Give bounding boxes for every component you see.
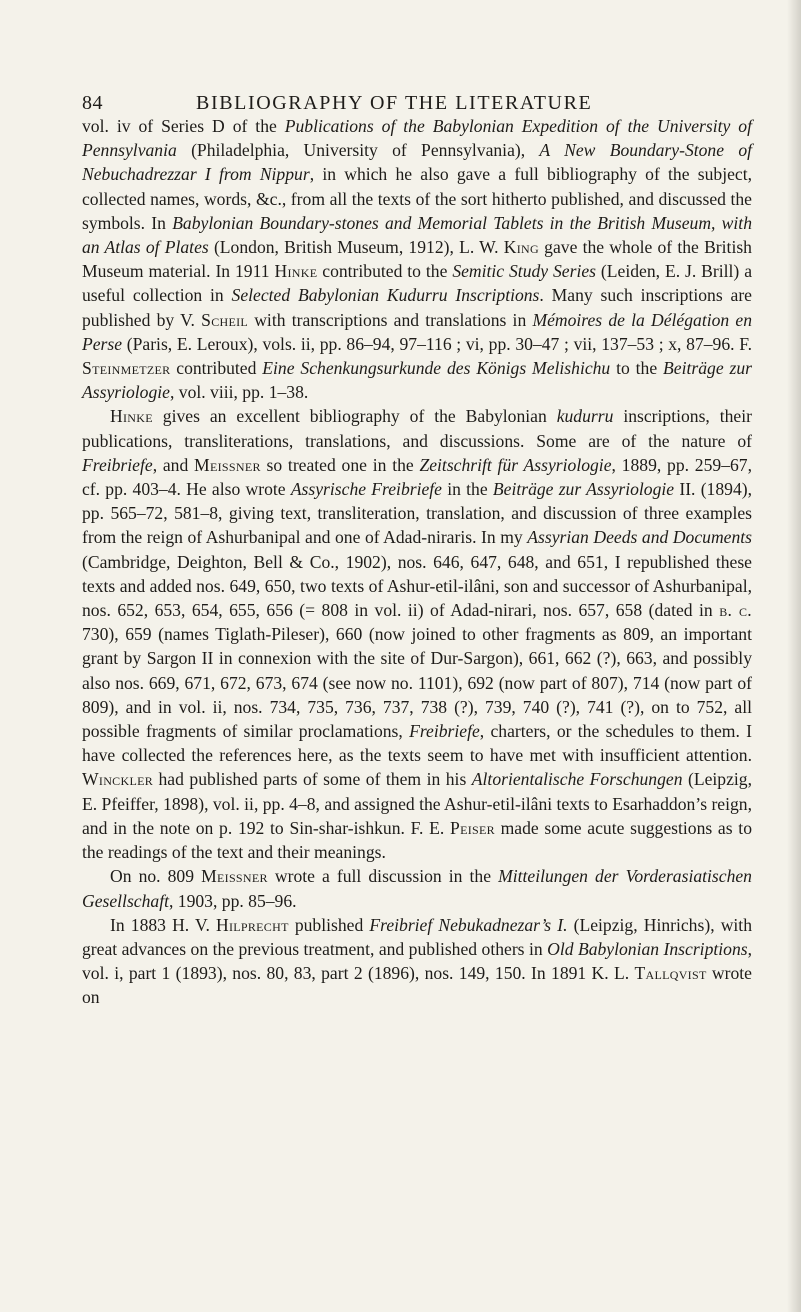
italic-run: Assyrian Deeds and Documents — [527, 527, 752, 548]
text-run: , 1903, pp. 85–96. — [168, 890, 297, 911]
text-run: contributed to the — [317, 261, 453, 282]
paragraph-4 — [82, 913, 752, 1010]
text-run: vol. iv of Series D of the — [82, 116, 285, 136]
text-run: 730), 659 (names Tiglath-Pileser), 660 (now joined to other fragments as 809, an important grant by Sargon II in connexion with the site of Dur-Sargon), 661, 662 (?), 663, and possibly also nos. 669, 671, 672, 673, 674 (see now no. 1101), 692 (now part of 807), 714 (now part of 809), and in vol. ii, nos. 734, 735, 736, 737, 738 (?), 739, 740 (?), 741 (?), on to 752, all possible fragments of similar proclamations, — [82, 624, 752, 742]
paragraph-1 — [82, 114, 752, 404]
small-caps-name: Peiser — [449, 817, 495, 838]
text-run: In 1883 H. V. — [110, 914, 216, 935]
text-run: (London, British Museum, 1912), L. W. — [208, 237, 504, 258]
small-caps-name: Hilprecht — [215, 914, 289, 935]
small-caps-name: Meissner — [201, 866, 268, 887]
small-caps-name: Meissner — [194, 454, 261, 475]
small-caps-name: King — [503, 237, 539, 258]
text-run: contributed — [170, 358, 263, 379]
small-caps-name: Winckler — [82, 769, 154, 790]
italic-run: Freibriefe — [409, 721, 480, 742]
text-run: (Leiden, E. J. Brill) a useful collection in — [82, 261, 753, 306]
text-run: II. (1894), pp. 565–72, 581–8, giving text, transliteration, translation, and discussion of three examples from the reign of Ashurbanipal and one of Adad-niraris. In my — [82, 479, 752, 548]
text-run: wrote on — [82, 963, 752, 1008]
italic-run: Freibrief Nebukadnezar’s I. — [369, 914, 568, 935]
text-run: , in which he also gave a full bibliography of the subject, collected names, words, &c., from all the texts of the sort hitherto published, and discussed the symbols. In — [82, 164, 753, 233]
text-run: (Paris, E. Leroux), vols. ii, pp. 86–94, 97–116 ; vi, pp. 30–47 ; vii, 137–53 ; x, 87–96. F. — [122, 333, 752, 354]
text-run: published — [288, 914, 370, 935]
text-run: , and — [152, 454, 195, 475]
italic-run: Publications of the Babylonian Expedition of the University of Pennsylvania — [82, 116, 752, 161]
text-run: (Leipzig, E. Pfeiffer, 1898), vol. ii, pp. 4–8, and assigned the Ashur-etil-ilâni texts to Esarhaddon’s reign, and in the note on p. 192 to Sin-shar-ishkun. F. E. — [82, 769, 752, 838]
text-run: wrote a full discussion in the — [267, 866, 499, 887]
italic-run: Mitteilungen der Vorderasiatischen Gesellschaft — [82, 866, 752, 911]
italic-run: Beiträge zur Assyriologie — [82, 358, 752, 403]
small-caps-name: Scheil — [201, 309, 249, 330]
small-caps-name: Hinke — [110, 406, 153, 427]
text-run: . Many such inscriptions are published by V. — [82, 285, 752, 330]
italic-run: A New Boundary-Stone of Nebuchadrezzar I from Nippur — [82, 140, 752, 185]
page-number: 84 — [82, 92, 103, 114]
italic-run: Freibriefe — [82, 454, 153, 475]
text-run: , vol. i, part 1 (1893), nos. 80, 83, part 2 (1896), nos. 149, 150. In 1891 K. L. — [82, 938, 752, 984]
text-run: gives an excellent bibliography of the Babylonian — [152, 406, 557, 427]
text-run: in the — [441, 479, 493, 500]
paragraph-2 — [82, 404, 752, 864]
body-text — [82, 114, 752, 1010]
text-run: (Philadelphia, University of Pennsylvania), — [176, 140, 540, 161]
italic-run: Zeitschrift für Assyriologie — [419, 454, 612, 475]
text-run: , 1889, pp. 259–67, cf. pp. 403–4. He also wrote — [82, 454, 752, 500]
text-run: so treated one in the — [260, 454, 420, 475]
italic-run: Altorientalische Forschungen — [471, 769, 683, 790]
italic-run: Eine Schenkungsurkunde des Königs Melishichu — [262, 358, 611, 379]
text-run: (Cambridge, Deighton, Bell & Co., 1902), nos. 646, 647, 648, and 651, I republished these texts and added nos. 649, 650, two texts of Ashur-etil-ilâni, son and successor of Ashurbanipal, nos. 652, 653, 654, 655, 656 (= 808 in vol. ii) of Adad-nirari, nos. 657, 658 (dated in — [82, 551, 752, 621]
text-run: had published parts of some of them in his — [153, 769, 472, 790]
italic-run: Old Babylonian Inscriptions — [547, 938, 748, 959]
small-caps-name: Hinke — [274, 261, 318, 282]
text-run: , charters, or the schedules to them. I have collected the references here, as the texts seem to have met with insufficient attention. — [82, 721, 752, 766]
small-caps-name: Tallqvist — [634, 963, 707, 984]
small-caps-name: b. c. — [719, 600, 753, 621]
text-run: with transcriptions and translations in — [248, 309, 533, 330]
text-run: On no. 809 — [110, 866, 202, 887]
paragraph-3 — [82, 864, 752, 912]
italic-run: Mémoires de la Délégation en Perse — [82, 309, 753, 354]
text-run: to the — [610, 358, 664, 379]
italic-run: Babylonian Boundary-stones and Memorial Tablets in the British Museum, with an Atlas of Plates — [82, 212, 752, 258]
italic-run: Beiträge zur Assyriologie — [492, 479, 675, 500]
small-caps-name: Steinmetzer — [82, 358, 171, 379]
text-run: (Leipzig, Hinrichs), with great advances on the previous treatment, and published others in — [82, 914, 752, 959]
text-run: , vol. viii, pp. 1–38. — [169, 382, 309, 403]
italic-run: Selected Babylonian Kudurru Inscriptions — [231, 285, 540, 306]
text-run: made some acute suggestions as to the readings of the text and their meanings. — [82, 817, 752, 863]
italic-run: kudurru — [556, 406, 614, 427]
italic-run: Assyrische Freibriefe — [290, 479, 442, 500]
italic-run: Semitic Study Series — [452, 261, 597, 282]
text-run: inscriptions, their publications, transliterations, translations, and discussions. Some are of the nature of — [82, 406, 752, 451]
text-run: gave the whole of the British Museum material. In 1911 — [82, 237, 752, 282]
header-title: BIBLIOGRAPHY OF THE LITERATURE — [196, 92, 593, 114]
page-edge-shadow — [787, 0, 801, 1312]
